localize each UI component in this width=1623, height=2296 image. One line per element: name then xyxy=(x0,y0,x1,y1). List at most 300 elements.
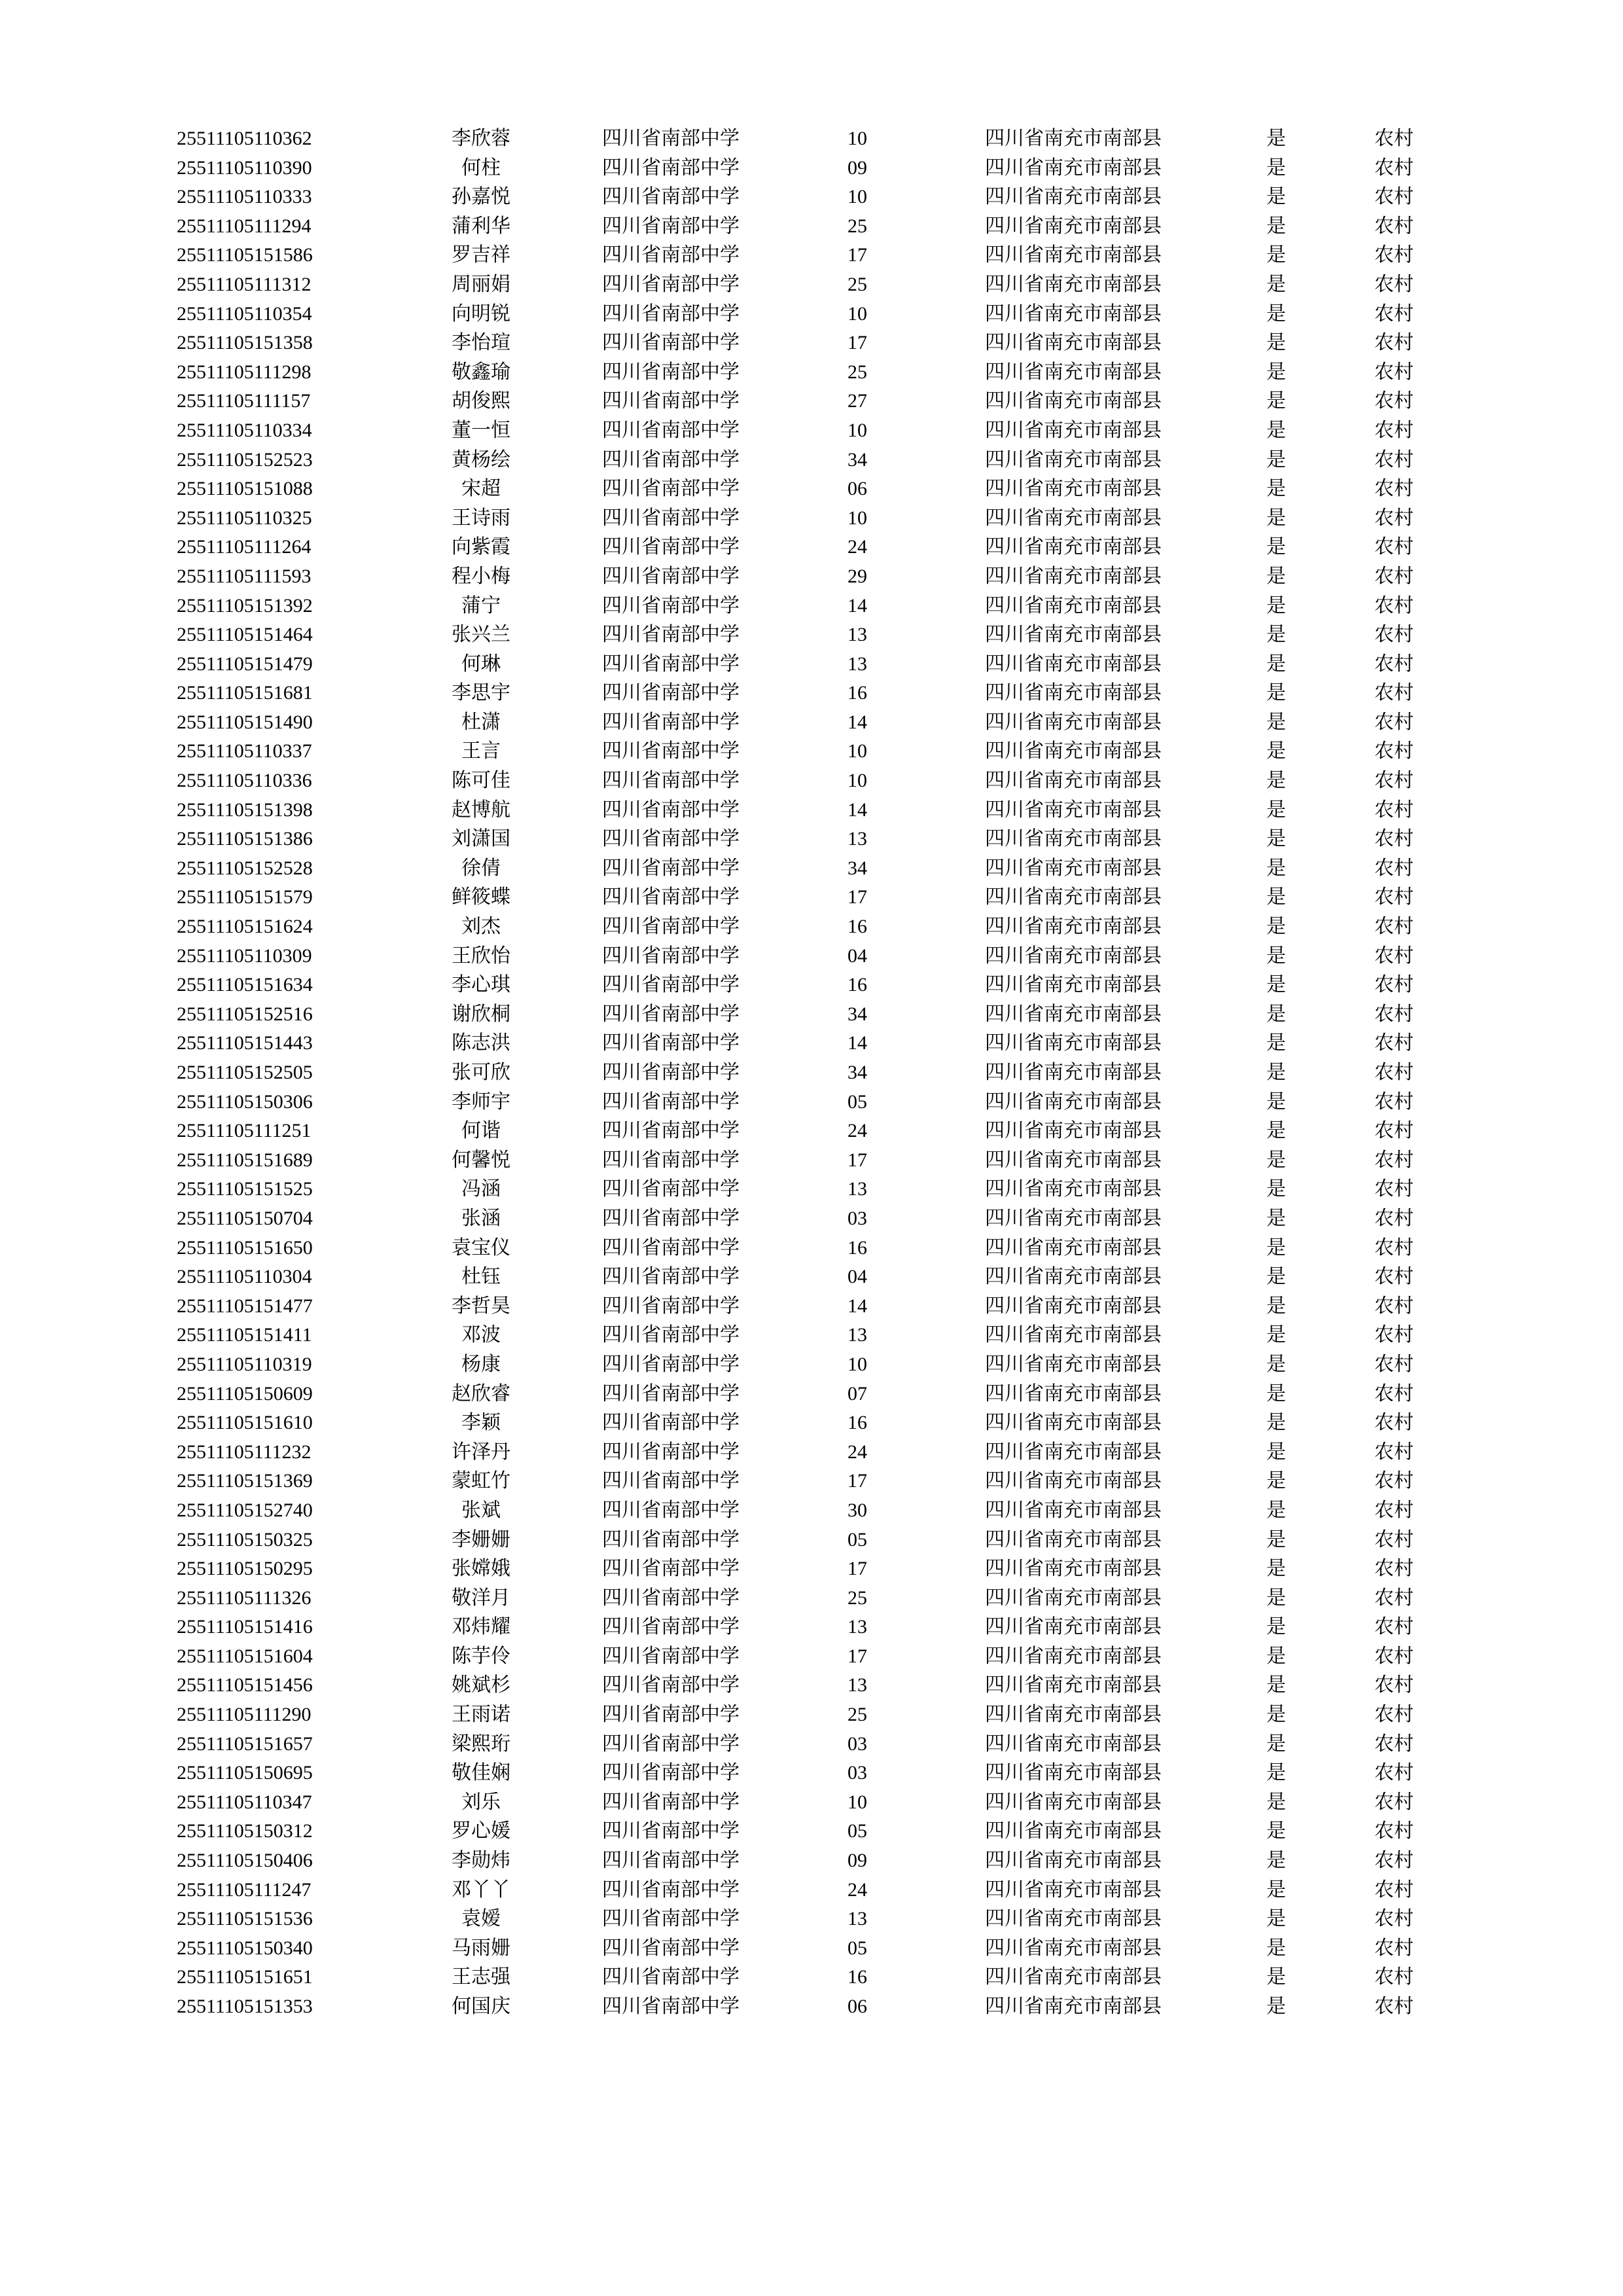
cell-exam-id: 25511105111232 xyxy=(177,1441,312,1463)
cell-registration-region: 四川省南充市南部县 xyxy=(985,390,1162,412)
cell-exam-id: 25511105151369 xyxy=(177,1470,313,1492)
cell-household-type: 农村 xyxy=(1374,1704,1414,1726)
cell-household-type: 农村 xyxy=(1374,302,1414,325)
cell-exam-id: 25511105151477 xyxy=(177,1295,313,1317)
cell-graduation-school: 四川省南部中学 xyxy=(602,1120,740,1142)
cell-current-year-flag: 是 xyxy=(1266,798,1286,821)
cell-household-type: 农村 xyxy=(1374,156,1414,179)
cell-student-name: 张嫦娥 xyxy=(452,1558,510,1580)
table-row xyxy=(177,533,1446,562)
cell-student-name: 刘杰 xyxy=(461,916,501,938)
cell-student-name: 李勋炜 xyxy=(452,1850,510,1872)
cell-exam-id: 25511105151536 xyxy=(177,1908,313,1930)
cell-exam-id: 25511105151490 xyxy=(177,711,313,733)
cell-graduation-school: 四川省南部中学 xyxy=(602,186,740,208)
cell-student-name: 杜钰 xyxy=(461,1266,501,1288)
cell-class-number: 06 xyxy=(847,1996,867,2017)
table-row xyxy=(177,1526,1446,1555)
cell-class-number: 05 xyxy=(847,1090,867,1113)
cell-class-number: 04 xyxy=(847,1266,867,1288)
table-row xyxy=(177,1380,1446,1409)
table-row xyxy=(177,1117,1446,1146)
cell-student-name: 赵欣睿 xyxy=(452,1382,510,1405)
cell-exam-id: 25511105110337 xyxy=(177,740,312,762)
cell-current-year-flag: 是 xyxy=(1266,1528,1286,1551)
cell-class-number: 05 xyxy=(847,1937,867,1959)
cell-graduation-school: 四川省南部中学 xyxy=(602,974,740,996)
cell-registration-region: 四川省南充市南部县 xyxy=(985,1587,1162,1609)
table-row xyxy=(177,212,1446,242)
cell-class-number: 16 xyxy=(847,1966,867,1988)
cell-class-number: 14 xyxy=(847,711,867,733)
cell-class-number: 24 xyxy=(847,536,867,558)
cell-exam-id: 25511105110390 xyxy=(177,156,312,179)
table-row xyxy=(177,1992,1446,2022)
cell-current-year-flag: 是 xyxy=(1266,1236,1286,1259)
cell-student-name: 冯涵 xyxy=(461,1178,501,1200)
cell-household-type: 农村 xyxy=(1374,244,1414,266)
cell-class-number: 34 xyxy=(847,1062,867,1083)
cell-student-name: 鲜筱蝶 xyxy=(452,886,510,908)
cell-exam-id: 25511105150340 xyxy=(177,1937,313,1959)
cell-exam-id: 25511105111251 xyxy=(177,1120,312,1142)
table-row xyxy=(177,883,1446,912)
cell-household-type: 农村 xyxy=(1374,215,1414,237)
cell-graduation-school: 四川省南部中学 xyxy=(602,1207,740,1229)
cell-exam-id: 25511105111593 xyxy=(177,565,312,587)
cell-graduation-school: 四川省南部中学 xyxy=(602,594,740,617)
cell-registration-region: 四川省南充市南部县 xyxy=(985,302,1162,325)
cell-exam-id: 25511105150325 xyxy=(177,1528,313,1551)
cell-exam-id: 25511105151525 xyxy=(177,1178,313,1200)
cell-current-year-flag: 是 xyxy=(1266,828,1286,850)
cell-graduation-school: 四川省南部中学 xyxy=(602,1441,740,1463)
cell-exam-id: 25511105152528 xyxy=(177,857,313,879)
cell-student-name: 敬洋月 xyxy=(452,1587,510,1609)
cell-household-type: 农村 xyxy=(1374,1412,1414,1434)
table-row xyxy=(177,1788,1446,1818)
cell-household-type: 农村 xyxy=(1374,1003,1414,1025)
cell-exam-id: 25511105151392 xyxy=(177,594,313,617)
cell-class-number: 16 xyxy=(847,1236,867,1259)
cell-household-type: 农村 xyxy=(1374,594,1414,617)
cell-registration-region: 四川省南充市南部县 xyxy=(985,1236,1162,1259)
cell-registration-region: 四川省南充市南部县 xyxy=(985,1704,1162,1726)
cell-class-number: 34 xyxy=(847,1003,867,1025)
cell-student-name: 罗心媛 xyxy=(452,1820,510,1842)
table-row xyxy=(177,1759,1446,1788)
cell-exam-id: 25511105110347 xyxy=(177,1791,312,1813)
table-row xyxy=(177,504,1446,533)
cell-graduation-school: 四川省南部中学 xyxy=(602,1616,740,1638)
cell-registration-region: 四川省南充市南部县 xyxy=(985,1908,1162,1930)
cell-registration-region: 四川省南充市南部县 xyxy=(985,1382,1162,1405)
cell-class-number: 34 xyxy=(847,448,867,471)
cell-exam-id: 25511105152505 xyxy=(177,1062,313,1083)
cell-current-year-flag: 是 xyxy=(1266,594,1286,617)
cell-graduation-school: 四川省南部中学 xyxy=(602,1762,740,1784)
cell-current-year-flag: 是 xyxy=(1266,1908,1286,1930)
cell-registration-region: 四川省南充市南部县 xyxy=(985,1937,1162,1959)
table-row xyxy=(177,766,1446,796)
cell-class-number: 13 xyxy=(847,1674,867,1696)
cell-student-name: 向明锐 xyxy=(452,302,510,325)
cell-current-year-flag: 是 xyxy=(1266,302,1286,325)
cell-graduation-school: 四川省南部中学 xyxy=(602,332,740,354)
cell-registration-region: 四川省南充市南部县 xyxy=(985,1528,1162,1551)
table-row xyxy=(177,300,1446,329)
cell-exam-id: 25511105151464 xyxy=(177,624,313,646)
table-row xyxy=(177,1613,1446,1642)
cell-registration-region: 四川省南充市南部县 xyxy=(985,1820,1162,1842)
cell-class-number: 05 xyxy=(847,1528,867,1551)
cell-registration-region: 四川省南充市南部县 xyxy=(985,711,1162,733)
table-row xyxy=(177,241,1446,270)
cell-exam-id: 25511105111247 xyxy=(177,1878,312,1901)
cell-class-number: 24 xyxy=(847,1878,867,1901)
cell-student-name: 董一恒 xyxy=(452,419,510,441)
table-row xyxy=(177,1846,1446,1876)
cell-current-year-flag: 是 xyxy=(1266,974,1286,996)
cell-student-name: 敬鑫瑜 xyxy=(452,361,510,383)
cell-student-name: 王诗雨 xyxy=(452,507,510,529)
cell-graduation-school: 四川省南部中学 xyxy=(602,1178,740,1200)
cell-student-name: 张兴兰 xyxy=(452,624,510,646)
cell-registration-region: 四川省南充市南部县 xyxy=(985,740,1162,762)
cell-class-number: 07 xyxy=(847,1382,867,1405)
cell-class-number: 16 xyxy=(847,1412,867,1434)
cell-graduation-school: 四川省南部中学 xyxy=(602,1937,740,1959)
cell-registration-region: 四川省南充市南部县 xyxy=(985,1207,1162,1229)
cell-household-type: 农村 xyxy=(1374,1120,1414,1142)
cell-current-year-flag: 是 xyxy=(1266,857,1286,879)
cell-graduation-school: 四川省南部中学 xyxy=(602,770,740,792)
cell-registration-region: 四川省南充市南部县 xyxy=(985,653,1162,675)
cell-household-type: 农村 xyxy=(1374,1441,1414,1463)
cell-household-type: 农村 xyxy=(1374,361,1414,383)
cell-current-year-flag: 是 xyxy=(1266,1732,1286,1755)
cell-graduation-school: 四川省南部中学 xyxy=(602,448,740,471)
cell-student-name: 张斌 xyxy=(461,1499,501,1521)
cell-exam-id: 25511105152516 xyxy=(177,1003,313,1025)
table-row xyxy=(177,1408,1446,1438)
cell-registration-region: 四川省南充市南部县 xyxy=(985,1062,1162,1083)
table-row xyxy=(177,825,1446,854)
cell-graduation-school: 四川省南部中学 xyxy=(602,1558,740,1580)
cell-student-name: 程小梅 xyxy=(452,565,510,587)
cell-registration-region: 四川省南充市南部县 xyxy=(985,1850,1162,1872)
cell-household-type: 农村 xyxy=(1374,186,1414,208)
cell-registration-region: 四川省南充市南部县 xyxy=(985,1966,1162,1988)
cell-current-year-flag: 是 xyxy=(1266,1850,1286,1872)
cell-class-number: 03 xyxy=(847,1732,867,1755)
cell-household-type: 农村 xyxy=(1374,1207,1414,1229)
cell-graduation-school: 四川省南部中学 xyxy=(602,1266,740,1288)
cell-graduation-school: 四川省南部中学 xyxy=(602,156,740,179)
cell-graduation-school: 四川省南部中学 xyxy=(602,740,740,762)
cell-registration-region: 四川省南充市南部县 xyxy=(985,974,1162,996)
cell-household-type: 农村 xyxy=(1374,128,1414,149)
table-row xyxy=(177,650,1446,679)
cell-exam-id: 25511105151657 xyxy=(177,1732,313,1755)
cell-current-year-flag: 是 xyxy=(1266,478,1286,500)
cell-exam-id: 25511105152740 xyxy=(177,1499,313,1521)
cell-registration-region: 四川省南充市南部县 xyxy=(985,565,1162,587)
cell-exam-id: 25511105151479 xyxy=(177,653,313,675)
cell-registration-region: 四川省南充市南部县 xyxy=(985,1003,1162,1025)
cell-graduation-school: 四川省南部中学 xyxy=(602,1295,740,1317)
cell-household-type: 农村 xyxy=(1374,565,1414,587)
cell-registration-region: 四川省南充市南部县 xyxy=(985,1996,1162,2017)
cell-exam-id: 25511105111326 xyxy=(177,1587,312,1609)
cell-exam-id: 25511105111264 xyxy=(177,536,312,558)
cell-exam-id: 25511105150312 xyxy=(177,1820,313,1842)
cell-current-year-flag: 是 xyxy=(1266,507,1286,529)
table-row xyxy=(177,1496,1446,1526)
cell-current-year-flag: 是 xyxy=(1266,565,1286,587)
cell-exam-id: 25511105110336 xyxy=(177,770,312,792)
cell-student-name: 梁熙珩 xyxy=(452,1732,510,1755)
cell-student-name: 邓丫丫 xyxy=(452,1878,510,1901)
cell-class-number: 05 xyxy=(847,1820,867,1842)
cell-student-name: 陈芋伶 xyxy=(452,1645,510,1667)
cell-current-year-flag: 是 xyxy=(1266,1587,1286,1609)
cell-registration-region: 四川省南充市南部县 xyxy=(985,273,1162,295)
table-row xyxy=(177,1000,1446,1030)
cell-household-type: 农村 xyxy=(1374,1996,1414,2017)
cell-student-name: 李颖 xyxy=(461,1412,501,1434)
cell-registration-region: 四川省南充市南部县 xyxy=(985,1762,1162,1784)
cell-graduation-school: 四川省南部中学 xyxy=(602,565,740,587)
cell-class-number: 10 xyxy=(847,507,867,529)
cell-graduation-school: 四川省南部中学 xyxy=(602,624,740,646)
cell-registration-region: 四川省南充市南部县 xyxy=(985,916,1162,938)
cell-student-name: 王志强 xyxy=(452,1966,510,1988)
cell-student-name: 向紫霞 xyxy=(452,536,510,558)
cell-exam-id: 25511105151386 xyxy=(177,828,313,850)
cell-registration-region: 四川省南充市南部县 xyxy=(985,1149,1162,1171)
cell-graduation-school: 四川省南部中学 xyxy=(602,128,740,149)
cell-graduation-school: 四川省南部中学 xyxy=(602,857,740,879)
table-row xyxy=(177,737,1446,766)
cell-current-year-flag: 是 xyxy=(1266,1295,1286,1317)
cell-registration-region: 四川省南充市南部县 xyxy=(985,1499,1162,1521)
cell-graduation-school: 四川省南部中学 xyxy=(602,1324,740,1346)
cell-current-year-flag: 是 xyxy=(1266,886,1286,908)
cell-class-number: 14 xyxy=(847,594,867,617)
cell-graduation-school: 四川省南部中学 xyxy=(602,273,740,295)
cell-graduation-school: 四川省南部中学 xyxy=(602,711,740,733)
cell-current-year-flag: 是 xyxy=(1266,1032,1286,1054)
cell-current-year-flag: 是 xyxy=(1266,1878,1286,1901)
cell-graduation-school: 四川省南部中学 xyxy=(602,1499,740,1521)
cell-household-type: 农村 xyxy=(1374,1820,1414,1842)
cell-class-number: 17 xyxy=(847,1470,867,1492)
cell-graduation-school: 四川省南部中学 xyxy=(602,1470,740,1492)
cell-exam-id: 25511105151358 xyxy=(177,332,313,354)
cell-student-name: 李思宇 xyxy=(452,682,510,704)
cell-class-number: 13 xyxy=(847,1324,867,1346)
cell-class-number: 13 xyxy=(847,1178,867,1200)
cell-student-name: 何琳 xyxy=(461,653,501,675)
cell-current-year-flag: 是 xyxy=(1266,1499,1286,1521)
cell-graduation-school: 四川省南部中学 xyxy=(602,1820,740,1842)
table-row xyxy=(177,358,1446,387)
cell-graduation-school: 四川省南部中学 xyxy=(602,507,740,529)
cell-graduation-school: 四川省南部中学 xyxy=(602,1732,740,1755)
cell-exam-id: 25511105151416 xyxy=(177,1616,313,1638)
cell-exam-id: 25511105150306 xyxy=(177,1090,313,1113)
cell-exam-id: 25511105111294 xyxy=(177,215,312,237)
cell-household-type: 农村 xyxy=(1374,1499,1414,1521)
cell-graduation-school: 四川省南部中学 xyxy=(602,1908,740,1930)
cell-household-type: 农村 xyxy=(1374,1966,1414,1988)
cell-current-year-flag: 是 xyxy=(1266,1090,1286,1113)
cell-registration-region: 四川省南充市南部县 xyxy=(985,215,1162,237)
cell-exam-id: 25511105110319 xyxy=(177,1353,312,1375)
cell-exam-id: 25511105151088 xyxy=(177,478,313,500)
table-row xyxy=(177,124,1446,154)
cell-student-name: 李姗姗 xyxy=(452,1528,510,1551)
cell-current-year-flag: 是 xyxy=(1266,1178,1286,1200)
cell-household-type: 农村 xyxy=(1374,1470,1414,1492)
cell-student-name: 蒲利华 xyxy=(452,215,510,237)
table-row xyxy=(177,1554,1446,1584)
cell-current-year-flag: 是 xyxy=(1266,1353,1286,1375)
cell-current-year-flag: 是 xyxy=(1266,1441,1286,1463)
table-row xyxy=(177,1700,1446,1730)
table-row xyxy=(177,942,1446,971)
cell-household-type: 农村 xyxy=(1374,478,1414,500)
cell-class-number: 24 xyxy=(847,1120,867,1142)
cell-student-name: 王言 xyxy=(461,740,501,762)
cell-graduation-school: 四川省南部中学 xyxy=(602,361,740,383)
cell-exam-id: 25511105151634 xyxy=(177,974,313,996)
cell-household-type: 农村 xyxy=(1374,1674,1414,1696)
cell-household-type: 农村 xyxy=(1374,1266,1414,1288)
cell-class-number: 14 xyxy=(847,1032,867,1054)
cell-class-number: 06 xyxy=(847,478,867,500)
cell-class-number: 17 xyxy=(847,1558,867,1580)
cell-class-number: 03 xyxy=(847,1207,867,1229)
cell-household-type: 农村 xyxy=(1374,653,1414,675)
cell-graduation-school: 四川省南部中学 xyxy=(602,1382,740,1405)
cell-student-name: 李哲昊 xyxy=(452,1295,510,1317)
cell-student-name: 孙嘉悦 xyxy=(452,186,510,208)
table-row xyxy=(177,1088,1446,1117)
cell-household-type: 农村 xyxy=(1374,1324,1414,1346)
cell-household-type: 农村 xyxy=(1374,828,1414,850)
cell-current-year-flag: 是 xyxy=(1266,273,1286,295)
cell-student-name: 何馨悦 xyxy=(452,1149,510,1171)
cell-registration-region: 四川省南充市南部县 xyxy=(985,886,1162,908)
cell-student-name: 许泽丹 xyxy=(452,1441,510,1463)
cell-current-year-flag: 是 xyxy=(1266,1704,1286,1726)
table-row xyxy=(177,1292,1446,1321)
cell-class-number: 24 xyxy=(847,1441,867,1463)
cell-class-number: 10 xyxy=(847,770,867,792)
cell-current-year-flag: 是 xyxy=(1266,332,1286,354)
cell-registration-region: 四川省南充市南部县 xyxy=(985,944,1162,967)
cell-household-type: 农村 xyxy=(1374,1908,1414,1930)
cell-current-year-flag: 是 xyxy=(1266,711,1286,733)
cell-graduation-school: 四川省南部中学 xyxy=(602,302,740,325)
cell-student-name: 陈志洪 xyxy=(452,1032,510,1054)
cell-household-type: 农村 xyxy=(1374,857,1414,879)
cell-student-name: 罗吉祥 xyxy=(452,244,510,266)
cell-class-number: 14 xyxy=(847,798,867,821)
cell-exam-id: 25511105151650 xyxy=(177,1236,313,1259)
cell-graduation-school: 四川省南部中学 xyxy=(602,682,740,704)
cell-registration-region: 四川省南充市南部县 xyxy=(985,448,1162,471)
cell-class-number: 25 xyxy=(847,1587,867,1609)
cell-student-name: 何柱 xyxy=(461,156,501,179)
cell-student-name: 张可欣 xyxy=(452,1062,510,1083)
table-row xyxy=(177,446,1446,475)
cell-graduation-school: 四川省南部中学 xyxy=(602,828,740,850)
cell-class-number: 17 xyxy=(847,1149,867,1171)
table-row xyxy=(177,1934,1446,1964)
cell-household-type: 农村 xyxy=(1374,1645,1414,1667)
cell-registration-region: 四川省南充市南部县 xyxy=(985,1732,1162,1755)
cell-registration-region: 四川省南充市南部县 xyxy=(985,682,1162,704)
cell-exam-id: 25511105151579 xyxy=(177,886,313,908)
cell-household-type: 农村 xyxy=(1374,1587,1414,1609)
cell-graduation-school: 四川省南部中学 xyxy=(602,1149,740,1171)
cell-graduation-school: 四川省南部中学 xyxy=(602,244,740,266)
cell-class-number: 13 xyxy=(847,828,867,850)
cell-exam-id: 25511105150406 xyxy=(177,1850,313,1872)
table-row xyxy=(177,270,1446,300)
cell-exam-id: 25511105152523 xyxy=(177,448,313,471)
cell-exam-id: 25511105111312 xyxy=(177,273,312,295)
cell-class-number: 10 xyxy=(847,1353,867,1375)
table-row xyxy=(177,1321,1446,1350)
cell-current-year-flag: 是 xyxy=(1266,1382,1286,1405)
cell-exam-id: 25511105151681 xyxy=(177,682,313,704)
table-row xyxy=(177,1350,1446,1380)
cell-student-name: 邓炜耀 xyxy=(452,1616,510,1638)
cell-household-type: 农村 xyxy=(1374,1295,1414,1317)
cell-household-type: 农村 xyxy=(1374,740,1414,762)
cell-registration-region: 四川省南充市南部县 xyxy=(985,1558,1162,1580)
cell-current-year-flag: 是 xyxy=(1266,1149,1286,1171)
cell-student-name: 王欣怡 xyxy=(452,944,510,967)
cell-registration-region: 四川省南充市南部县 xyxy=(985,478,1162,500)
cell-registration-region: 四川省南充市南部县 xyxy=(985,1470,1162,1492)
cell-class-number: 10 xyxy=(847,419,867,441)
cell-household-type: 农村 xyxy=(1374,1353,1414,1375)
cell-class-number: 10 xyxy=(847,186,867,208)
cell-class-number: 34 xyxy=(847,857,867,879)
cell-registration-region: 四川省南充市南部县 xyxy=(985,1090,1162,1113)
cell-graduation-school: 四川省南部中学 xyxy=(602,215,740,237)
cell-student-name: 赵博航 xyxy=(452,798,510,821)
cell-household-type: 农村 xyxy=(1374,798,1414,821)
cell-registration-region: 四川省南充市南部县 xyxy=(985,1324,1162,1346)
table-row xyxy=(177,1234,1446,1263)
cell-class-number: 04 xyxy=(847,944,867,967)
cell-household-type: 农村 xyxy=(1374,1558,1414,1580)
cell-class-number: 17 xyxy=(847,1645,867,1667)
cell-graduation-school: 四川省南部中学 xyxy=(602,1791,740,1813)
cell-class-number: 13 xyxy=(847,1908,867,1930)
cell-registration-region: 四川省南充市南部县 xyxy=(985,536,1162,558)
cell-registration-region: 四川省南充市南部县 xyxy=(985,1674,1162,1696)
cell-class-number: 25 xyxy=(847,215,867,237)
cell-household-type: 农村 xyxy=(1374,1090,1414,1113)
cell-household-type: 农村 xyxy=(1374,1616,1414,1638)
